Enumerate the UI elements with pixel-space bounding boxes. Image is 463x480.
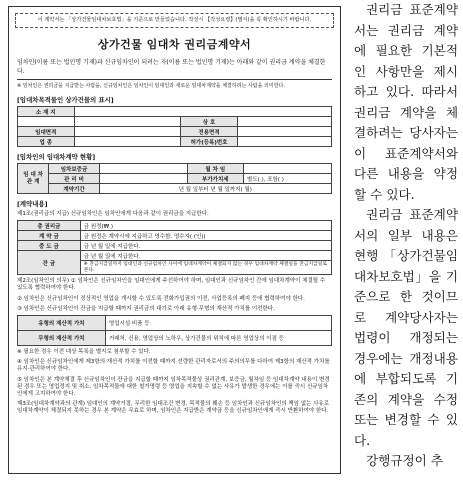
party-note: ※ 임차인은 권리금을 지급받는 사람을, 신규임차인은 임차인이 임대인과 새로운 임대차계약을 체결하려는 사람을 의미한다. [17,83,285,89]
table-row [18,241,332,251]
table-row [18,251,332,261]
table-row [18,164,332,174]
table-cell: 임차보증금 [49,164,99,174]
table-cell: 계약기간 [49,184,99,194]
table-cell: 금 원정은 계약시에 지급하고 영수함. 영수자( (인)) [80,231,331,241]
table-row [18,231,332,241]
table-cell [99,174,187,184]
table-cell [237,127,331,137]
article-text-column [354,0,458,472]
table-cell: 금 년 월 일에 지급한다. [80,251,331,261]
table-cell [237,137,331,147]
table-row [18,221,332,231]
contract-form-image [8,6,341,474]
table-cell: ※ 잔금지급일까지 임대인과 신규임차인 사이에 임대차계약이 체결되지 않는 경우 임대차계약 체결일을 잔금지급일로 본다. [80,261,331,275]
table-cell: 금 원정(₩ ) [80,221,331,231]
table-cell [74,117,181,127]
article-2-b: ② 임차인은 신규임차인이 정상적인 영업을 개시할 수 있도록 전화가입권의 이전, 사업등록의 폐지 등에 협력하여야 한다. [17,295,305,302]
table-row [18,316,332,331]
table-cell [74,137,181,147]
table-row [18,107,332,117]
table-cell: 임 대 차 관 계 [18,164,49,194]
header-note: 이 계약서는 「상가건물임대차보호법」을 기준으로 만들었습니다. 작성시 【작성요령】(별지)을 꼭 확인하시기 바랍니다. [15,13,334,28]
table-cell [99,164,187,174]
property-table [17,106,332,147]
party-line: 임차인(이름 또는 법인명 기재)과 신규임차인이 되려는 자(이름 또는 법인명 기재)는 아래와 같이 권리금 계약을 체결한다. [17,58,332,80]
article-paragraph-3: 강행규정이 추 [366,453,443,468]
article-3: 제3조(임대차계약과의 관계) 임대인의 계약거절, 무리한 임대조건 변경, 목적물의 훼손 등 임차인과 신규임차인의 책임 없는 사유로 임대차계약이 체결되지 못하는 경우 본 계약은 무효로 하며, 임차인은 지급받은 계약금 등을 신규임차인에게 즉시 반환하여야 한다. [17,401,330,415]
table-row [18,117,332,127]
table-row [18,184,332,194]
article-1: 제1조(권리금의 지급) 신규임차인은 임차인에게 다음과 같이 권리금을 지급한다. [17,211,209,217]
table-cell: 전용면적 [181,127,238,137]
table-cell: 허가(등록)번호 [181,137,238,147]
asset-note: ※ 필요한 경우 이전 대상 목록을 별지로 첨부할 수 있다. [17,349,151,356]
table-row [18,174,332,184]
table-row [18,331,332,346]
asset-table [17,315,332,346]
table-cell: 잔 금 [18,251,81,275]
section-contract-title: [계약내용] [17,200,48,208]
table-cell: 년 월 일부터 년 월 일까지( 월) [99,184,331,194]
article-2-d: ④ 임차인은 신규임차인에게 제3항의 재산적 가치를 이전할 때까지 선량한 관리자로서의 주의의무를 다하여 제3항의 재산적 가치를 유지·관리하여야 한다. [17,359,330,373]
table-row [18,127,332,137]
lease-table [17,163,332,194]
table-cell: 총 권리금 [18,221,81,231]
table-row [18,137,332,147]
table-cell: 월 차 임 [187,164,244,174]
table-cell [74,107,331,117]
table-cell: 유형의 재산적 가치 [18,316,106,331]
section-property-title: [임대차목적물인 상가건물의 표시] [17,96,114,104]
article-paragraph-2: 권리금 표준계약서의 일부 내용은 현행 「상가건물임대차보호법」을 기준으로 한 것이므로 계약당사자는 법령이 개정되는 경우에는 개정내용에 부합되도록 기존의 계약을 수정 또는 변경할 수 있다. [354,207,458,448]
table-cell: 영업시설·비품 등 [105,316,331,331]
table-cell: 상 호 [181,117,238,127]
table-cell: 업 종 [18,137,75,147]
table-cell: 계 약 금 [18,231,81,241]
table-cell: 소 재 지 [18,107,75,117]
payment-table [17,220,332,275]
table-cell: 중 도 금 [18,241,81,251]
table-cell: 거래처, 신용, 영업상의 노하우, 상가건물의 위치에 따른 영업상의 이점 등 [105,331,331,346]
table-cell: 별도( ), 포함( ) [244,174,332,184]
table-cell [18,117,75,127]
table-cell [74,127,181,137]
article-2: 제2조(임차인의 의무) ① 임차인은 신규임차인을 임대인에게 주선하여야 하며, 임대인과 신규임차인 간에 임대차계약이 체결될 수 있도록 협력하여야 한다. [17,278,326,292]
table-cell: 임대면적 [18,127,75,137]
contract-title: 상가건물 임대차 권리금계약서 [97,38,252,51]
table-cell [244,164,332,174]
article-2-e: ⑤ 임차인은 본 계약체결 후 신규임차인이 잔금을 지급할 때까지 임차목적물상 권리관계, 보증금, 월차임 등 임대차계약 내용이 변경된 경우 또는 영업정지 및 취소, 임차목적물에 대한 철거명령 등 영업을 지속할 수 없는 사유가 발생한 경우에는 이를 즉시 신규임차인에게 고지하여야 한다. [17,376,330,398]
table-cell: 부가가치세 [187,174,244,184]
section-lease-title: [임차인의 임대차계약 현황] [17,153,96,161]
article-2-c: ③ 임차인은 신규임차인이 잔금을 지급할 때까지 권리금의 대가로 아래 유형·무형의 재산적 가치를 이전한다. [17,305,275,312]
table-cell: 무형의 재산적 가치 [18,331,106,346]
article-paragraph-1: 권리금 표준계약서는 권리금 계약에 필요한 기본적인 사항만을 제시하고 있다. 따라서 권리금 계약을 체결하려는 당사자는 이 표준계약서와 다른 내용을 약정할 수 있다. [354,2,458,202]
table-cell: 금 년 월 일에 지급한다. [80,241,331,251]
table-cell [237,117,331,127]
table-cell: 관 리 비 [49,174,99,184]
